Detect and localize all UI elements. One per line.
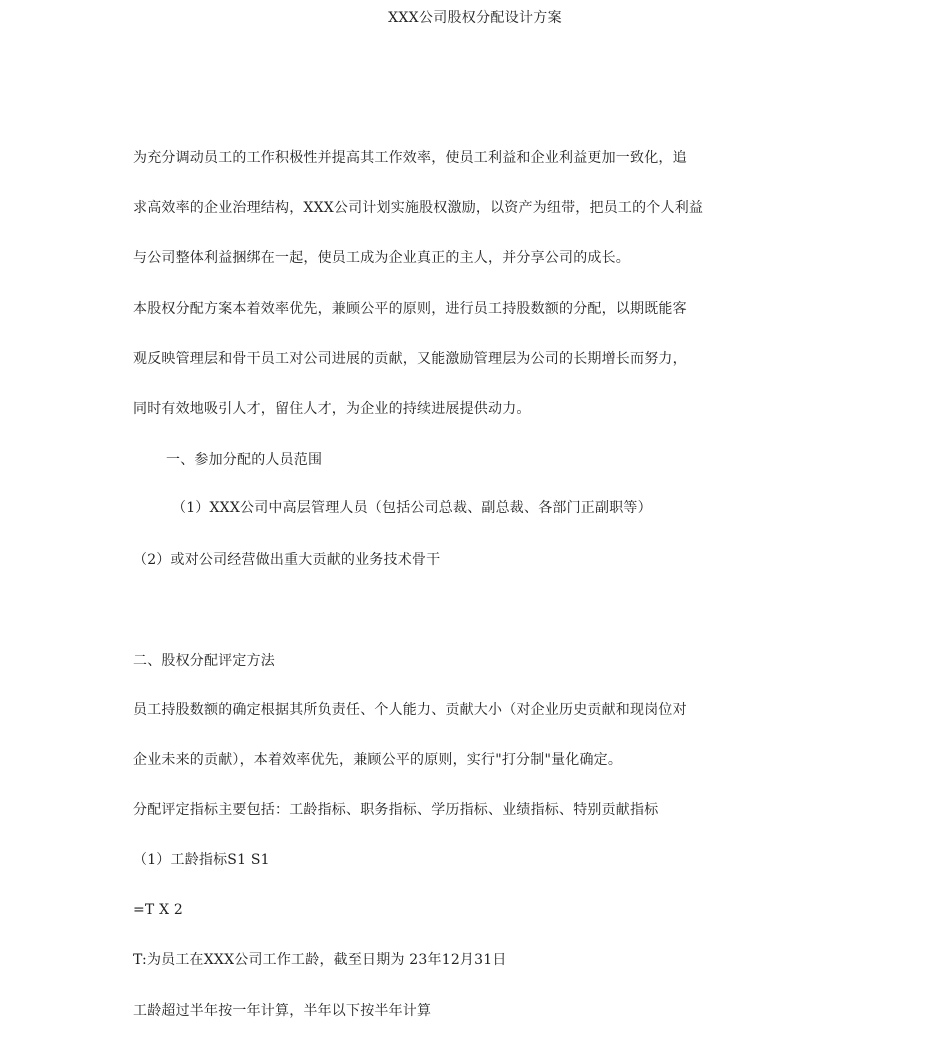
section-heading-1: 一、参加分配的人员范围: [166, 452, 323, 468]
paragraph-line-8: 企业未来的贡献），本着效率优先，兼顾公平的原则，实行"打分制"量化确定。: [133, 752, 623, 768]
document-title: XXX公司股权分配设计方案: [388, 10, 562, 26]
list-item-1: （1）XXX公司中高层管理人员（包括公司总裁、副总裁、各部门正副职等）: [172, 500, 652, 516]
formula-label: （1）工龄指标S1 S1: [133, 852, 270, 868]
paragraph-line-6: 同时有效地吸引人才，留住人才，为企业的持续进展提供动力。: [133, 401, 531, 417]
paragraph-line-2: 求高效率的企业治理结构，XXX公司计划实施股权激励，以资产为纽带，把员工的个人利益: [133, 200, 704, 216]
formula-expression: =T X 2: [133, 902, 184, 918]
paragraph-line-3: 与公司整体利益捆绑在一起，使员工成为企业真正的主人，并分享公司的成长。: [133, 250, 630, 266]
list-item-2: （2）或对公司经营做出重大贡献的业务技术骨干: [133, 552, 441, 568]
paragraph-line-7: 员工持股数额的确定根据其所负责任、个人能力、贡献大小（对企业历史贡献和现岗位对: [133, 702, 687, 718]
paragraph-line-9: 分配评定指标主要包括：工龄指标、职务指标、学历指标、业绩指标、特别贡献指标: [133, 802, 659, 818]
formula-note: 工龄超过半年按一年计算，半年以下按半年计算: [133, 1003, 432, 1019]
paragraph-line-4: 本股权分配方案本着效率优先，兼顾公平的原则，进行员工持股数额的分配，以期既能客: [133, 301, 687, 317]
paragraph-line-5: 观反映管理层和骨干员工对公司进展的贡献，又能激励管理层为公司的长期增长而努力，: [133, 351, 687, 367]
section-heading-2: 二、股权分配评定方法: [133, 653, 275, 669]
paragraph-line-1: 为充分调动员工的工作积极性并提高其工作效率，使员工利益和企业利益更加一致化，追: [133, 150, 687, 166]
formula-definition: T:为员工在XXX公司工作工龄，截至日期为 23年12月31日: [133, 952, 507, 968]
